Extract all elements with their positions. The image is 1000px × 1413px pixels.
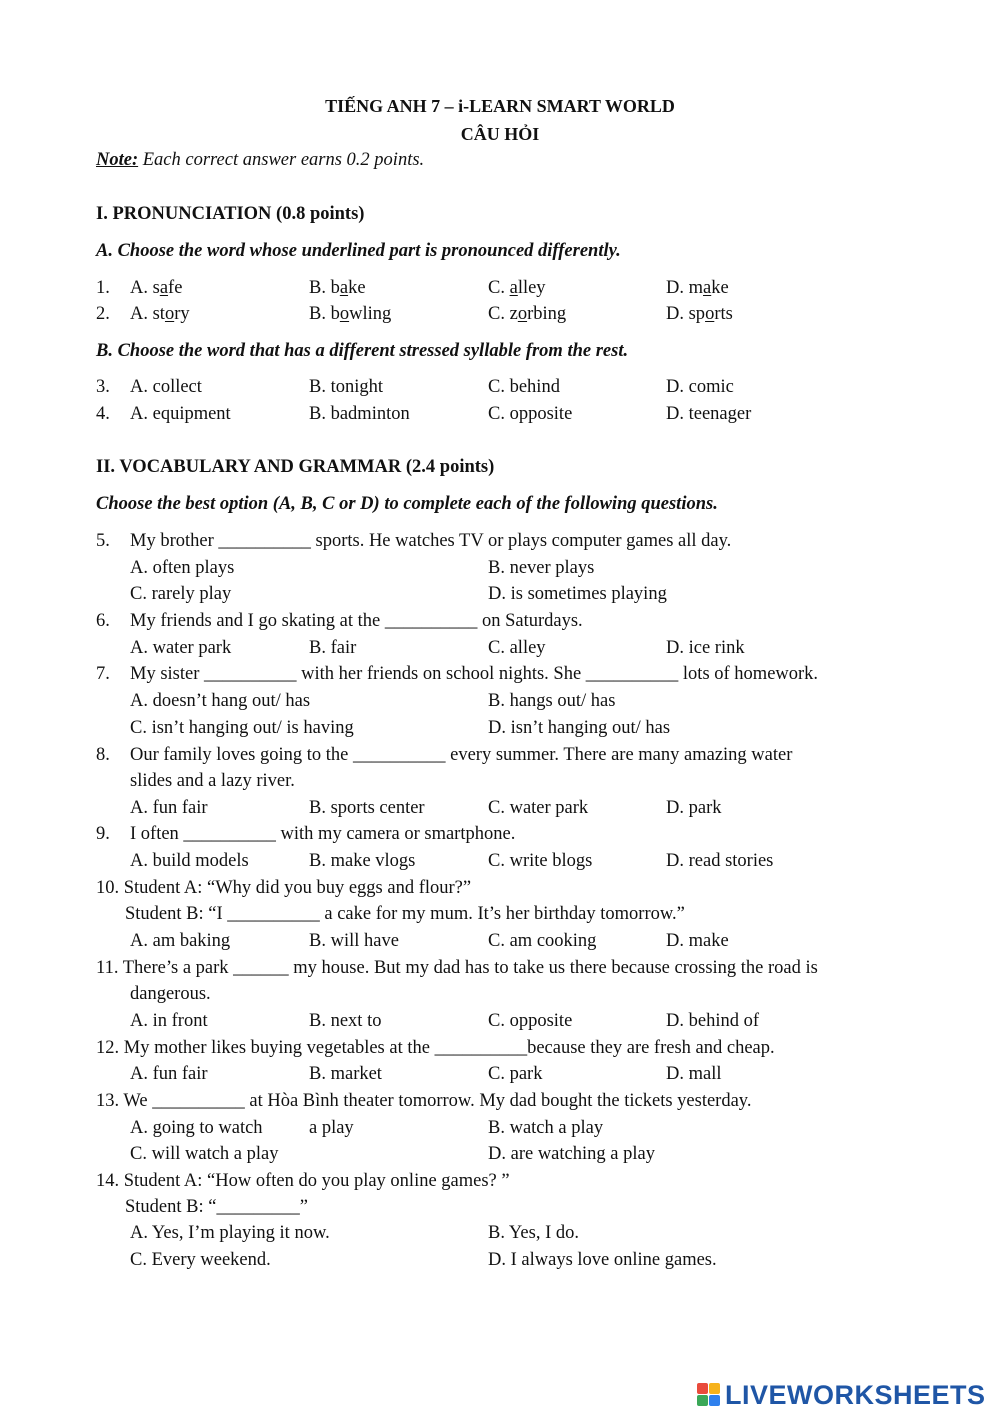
- option-b[interactable]: B. bowling: [309, 304, 392, 324]
- part-b-instruction: B. Choose the word that has a different stressed syllable from the rest.: [96, 341, 629, 361]
- question-number: 6.: [96, 611, 110, 631]
- option-c[interactable]: C. opposite: [488, 404, 573, 424]
- option-d[interactable]: D. mall: [666, 1064, 722, 1084]
- option-d[interactable]: D. comic: [666, 377, 734, 397]
- option-b[interactable]: B. never plays: [488, 558, 595, 578]
- option-b[interactable]: B. fair: [309, 638, 357, 658]
- question-stem: 13. We __________ at Hòa Bình theater tomorrow. My dad bought the tickets yesterday.: [96, 1091, 752, 1111]
- option-b[interactable]: B. badminton: [309, 404, 410, 424]
- option-d[interactable]: D. sports: [666, 304, 733, 324]
- option-c[interactable]: C. zorbing: [488, 304, 567, 324]
- option-a[interactable]: A. fun fair: [130, 798, 208, 818]
- option-a[interactable]: A. often plays: [130, 558, 235, 578]
- section-pronunciation-title: I. PRONUNCIATION (0.8 points): [96, 204, 365, 224]
- option-c[interactable]: C. park: [488, 1064, 543, 1084]
- question-stem: I often __________ with my camera or smartphone.: [130, 824, 516, 844]
- question-stem: My sister __________ with her friends on school nights. She __________ lots of homework.: [130, 664, 819, 684]
- option-a[interactable]: A. am baking: [130, 931, 231, 951]
- page-subtitle: CÂU HỎI: [460, 124, 540, 144]
- question-stem: 12. My mother likes buying vegetables at the __________because they are fresh and cheap.: [96, 1038, 775, 1058]
- option-c[interactable]: C. write blogs: [488, 851, 593, 871]
- option-c[interactable]: C. Every weekend.: [130, 1250, 271, 1270]
- question-stem: My friends and I go skating at the __________ on Saturdays.: [130, 611, 583, 631]
- question-number: 4.: [96, 404, 110, 424]
- option-c[interactable]: C. am cooking: [488, 931, 597, 951]
- option-c[interactable]: C. opposite: [488, 1011, 573, 1031]
- option-b[interactable]: B. market: [309, 1064, 382, 1084]
- option-a[interactable]: A. build models: [130, 851, 249, 871]
- liveworksheets-logo-text: LIVEWORKSHEETS: [725, 1379, 986, 1410]
- note: [96, 149, 424, 171]
- question-number: 3.: [96, 377, 110, 397]
- option-b[interactable]: B. will have: [309, 931, 399, 951]
- option-d[interactable]: D. behind of: [666, 1011, 759, 1031]
- question-stem: 10. Student A: “Why did you buy eggs and flour?”: [96, 878, 472, 898]
- page-title: TIẾNG ANH 7 – i-LEARN SMART WORLD: [325, 96, 675, 116]
- option-b[interactable]: B. bake: [309, 278, 366, 298]
- option-b[interactable]: B. watch a play: [488, 1118, 604, 1138]
- question-stem-continued: Student B: “_________”: [125, 1197, 308, 1217]
- question-number: 5.: [96, 531, 110, 551]
- liveworksheets-logo: [697, 1378, 986, 1412]
- option-c[interactable]: C. isn’t hanging out/ is having: [130, 718, 354, 738]
- option-d[interactable]: D. make: [666, 931, 729, 951]
- option-a[interactable]: A. safe: [130, 278, 183, 298]
- option-a[interactable]: A. collect: [130, 377, 202, 397]
- question-stem: 11. There’s a park ______ my house. But my dad has to take us there because crossing the road is: [96, 958, 818, 978]
- option-b[interactable]: B. hangs out/ has: [488, 691, 616, 711]
- option-a[interactable]: A. fun fair: [130, 1064, 208, 1084]
- option-c[interactable]: C. will watch a play: [130, 1144, 279, 1164]
- option-a[interactable]: A. doesn’t hang out/ has: [130, 691, 311, 711]
- section-vocabulary-instruction: Choose the best option (A, B, C or D) to complete each of the following questions.: [96, 494, 718, 514]
- question-stem: Our family loves going to the __________ every summer. There are many amazing water: [130, 745, 793, 765]
- option-c[interactable]: C. rarely play: [130, 584, 232, 604]
- option-d[interactable]: D. is sometimes playing: [488, 584, 667, 604]
- option-d[interactable]: D. teenager: [666, 404, 752, 424]
- question-stem-continued: dangerous.: [130, 984, 211, 1004]
- note-label: Note:: [96, 150, 139, 170]
- option-b[interactable]: B. sports center: [309, 798, 425, 818]
- option-c[interactable]: C. alley: [488, 278, 546, 298]
- option-b[interactable]: B. tonight: [309, 377, 384, 397]
- option-a[interactable]: A. story: [130, 304, 190, 324]
- option-d[interactable]: D. are watching a play: [488, 1144, 655, 1164]
- option-b[interactable]: B. next to: [309, 1011, 382, 1031]
- question-number: 1.: [96, 278, 110, 298]
- option-b[interactable]: B. Yes, I do.: [488, 1223, 579, 1243]
- question-stem-continued: Student B: “I __________ a cake for my mum. It’s her birthday tomorrow.”: [125, 904, 685, 924]
- option-d[interactable]: D. read stories: [666, 851, 774, 871]
- question-number: 2.: [96, 304, 110, 324]
- liveworksheets-logo-icon: [697, 1383, 721, 1407]
- option-c[interactable]: C. water park: [488, 798, 589, 818]
- option-a[interactable]: A. going to watch a play: [130, 1118, 354, 1138]
- option-a[interactable]: A. in front: [130, 1011, 208, 1031]
- section-vocabulary-title: II. VOCABULARY AND GRAMMAR (2.4 points): [96, 457, 495, 477]
- option-d[interactable]: D. make: [666, 278, 729, 298]
- note-text: Each correct answer earns 0.2 points.: [138, 150, 425, 170]
- option-c[interactable]: C. alley: [488, 638, 546, 658]
- option-d[interactable]: D. isn’t hanging out/ has: [488, 718, 671, 738]
- option-c[interactable]: C. behind: [488, 377, 560, 397]
- option-d[interactable]: D. park: [666, 798, 722, 818]
- option-a[interactable]: A. equipment: [130, 404, 231, 424]
- option-a[interactable]: A. water park: [130, 638, 232, 658]
- question-stem: 14. Student A: “How often do you play online games? ”: [96, 1171, 510, 1191]
- question-stem: My brother __________ sports. He watches TV or plays computer games all day.: [130, 531, 732, 551]
- option-b[interactable]: B. make vlogs: [309, 851, 416, 871]
- question-number: 8.: [96, 745, 110, 765]
- option-d[interactable]: D. I always love online games.: [488, 1250, 717, 1270]
- question-number: 9.: [96, 824, 110, 844]
- part-a-instruction: A. Choose the word whose underlined part is pronounced differently.: [96, 241, 621, 261]
- option-a[interactable]: A. Yes, I’m playing it now.: [130, 1223, 330, 1243]
- option-d[interactable]: D. ice rink: [666, 638, 745, 658]
- question-stem-continued: slides and a lazy river.: [130, 771, 295, 791]
- question-number: 7.: [96, 664, 110, 684]
